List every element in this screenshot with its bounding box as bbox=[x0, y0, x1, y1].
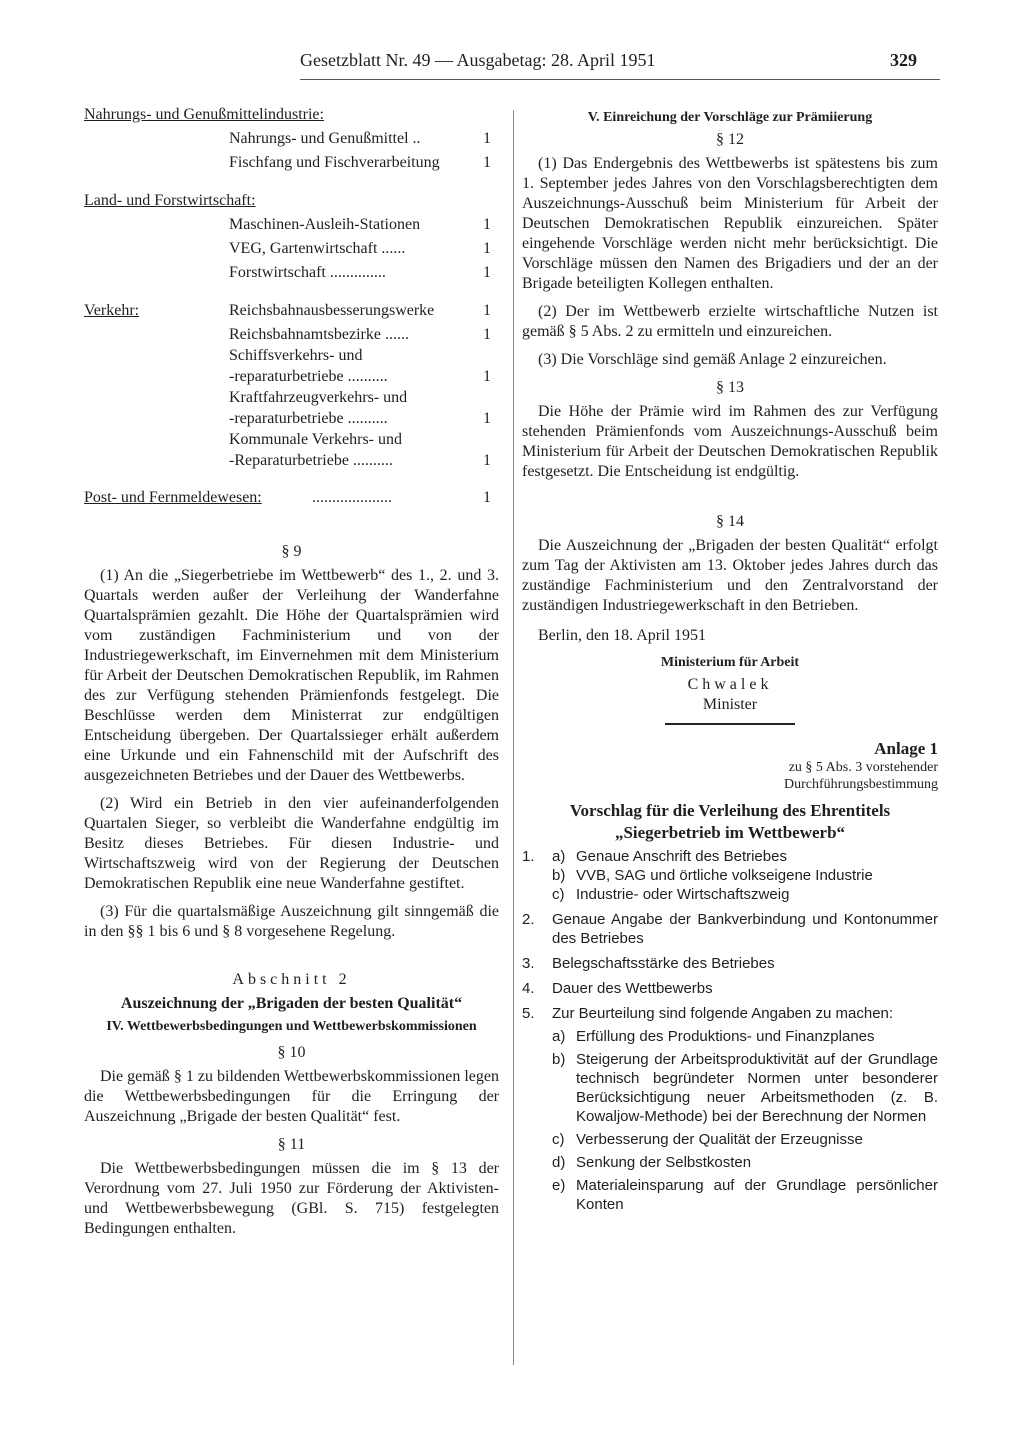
table-item-label: Nahrungs- und Genußmittel .. bbox=[229, 130, 421, 147]
list-text: Dauer des Wettbewerbs bbox=[552, 980, 713, 997]
section-9-paragraph-2: (2) Wird ein Betrieb in den vier aufeinanderfolgenden Quartalen Sieger, so verbleibt die Wanderfahne endgültig im Besitz dieses Betriebes. Für diesen Industrie- und Wirtschaftszweig wird von der Regierung der Deutschen Demokratischen Republik eine neue Wanderfahne gestiftet. bbox=[84, 795, 499, 892]
list-letter: c) bbox=[552, 1131, 565, 1148]
ministry-name: Ministerium für Arbeit bbox=[660, 655, 800, 670]
table-item-value: 1 bbox=[483, 452, 491, 469]
table-category: Verkehr: bbox=[84, 302, 140, 319]
list-letter: b) bbox=[552, 1051, 566, 1068]
table-item-value: 1 bbox=[483, 368, 491, 385]
table-row bbox=[84, 488, 499, 512]
section-iv-title: IV. Wettbewerbsbedingungen und Wettbewerbskommissionen bbox=[106, 1019, 477, 1034]
left-column bbox=[84, 105, 499, 1247]
list-number: 2. bbox=[522, 911, 535, 928]
section-14-paragraph: Die Auszeichnung der „Brigaden der besten Qualität“ erfolgt zum Tag der Aktivisten am 13. Oktober jedes Jahres durch das zuständige Fachministerium und den Zentralvorstand der zuständigen Industriegewerkschaft in den Betrieben. bbox=[522, 537, 938, 614]
list-subitem: Genaue Anschrift des Betriebes bbox=[576, 848, 787, 865]
signature-date: Berlin, den 18. April 1951 bbox=[538, 627, 706, 644]
table-category: Nahrungs- und Genußmittelindustrie: bbox=[84, 106, 324, 123]
section-10-heading: § 10 bbox=[277, 1044, 306, 1061]
list-letter: e) bbox=[552, 1177, 566, 1194]
list-item bbox=[522, 954, 938, 973]
anlage-label: Anlage 1 bbox=[874, 739, 938, 758]
table-item-label: -Reparaturbetriebe .......... bbox=[229, 452, 393, 469]
section-11-paragraph: Die Wettbewerbsbedingungen müssen die im § 13 der Verordnung vom 27. Juli 1950 zur Förderung der Aktivisten- und Wettbewerbsbewegung (GBl. S. 715) festgelegten Bedingungen enthalten. bbox=[84, 1160, 499, 1237]
table-row bbox=[84, 388, 499, 409]
table-row bbox=[84, 346, 499, 367]
table-item-label: Schiffsverkehrs- und bbox=[229, 347, 363, 364]
section-v-title: V. Einreichung der Vorschläge zur Prämiierung bbox=[587, 110, 873, 125]
table-item-value: 1 bbox=[483, 302, 491, 319]
list-item bbox=[522, 979, 938, 998]
table-row bbox=[84, 409, 499, 430]
page-header bbox=[0, 50, 1024, 74]
right-column bbox=[522, 105, 938, 1220]
table-item-value: 1 bbox=[483, 216, 491, 233]
abschnitt-title: Auszeichnung der „Brigaden der besten Qualität“ bbox=[120, 995, 463, 1012]
list-subitem: Materialeinsparung auf der Grundlage persönlicher Konten bbox=[576, 1177, 938, 1213]
header-rule bbox=[300, 79, 940, 80]
list-letter: a) bbox=[552, 848, 566, 865]
signer-name: Chwalek bbox=[687, 676, 773, 693]
list-number: 1. bbox=[522, 848, 535, 865]
column-divider bbox=[513, 110, 514, 1365]
proposal-list bbox=[522, 847, 938, 1214]
table-row bbox=[84, 239, 499, 263]
table-item-value: 1 bbox=[483, 489, 491, 506]
list-item bbox=[522, 847, 938, 904]
list-item bbox=[522, 910, 938, 948]
table-row bbox=[84, 451, 499, 472]
list-number: 4. bbox=[522, 980, 535, 997]
list-text: Zur Beurteilung sind folgende Angaben zu machen: bbox=[552, 1005, 894, 1022]
list-letter: a) bbox=[552, 1028, 566, 1045]
section-11-heading: § 11 bbox=[277, 1136, 306, 1153]
list-subitem: Senkung der Selbstkosten bbox=[576, 1154, 752, 1171]
table-item-label: Fischfang und Fischverarbeitung bbox=[229, 154, 440, 171]
list-subitem: VVB, SAG und örtliche volkseigene Industrie bbox=[576, 867, 873, 884]
list-subitem: Verbesserung der Qualität der Erzeugnisse bbox=[576, 1131, 863, 1148]
list-number: 5. bbox=[522, 1005, 535, 1022]
signer-role: Minister bbox=[702, 696, 758, 713]
proposal-title-line-2: „Siegerbetrieb im Wettbewerb“ bbox=[614, 823, 846, 842]
list-subitem: Erfüllung des Produktions- und Finanzplanes bbox=[576, 1028, 875, 1045]
table-item-label: Maschinen-Ausleih-Stationen bbox=[229, 216, 421, 233]
section-9-paragraph-3: (3) Für die quartalsmäßige Auszeichnung gilt sinngemäß die in den §§ 1 bis 6 und § 8 vorgesehene Regelung. bbox=[84, 903, 499, 940]
table-row bbox=[84, 215, 499, 239]
proposal-title-line-1: Vorschlag für die Verleihung des Ehrentitels bbox=[569, 801, 891, 820]
table-row bbox=[84, 153, 499, 177]
separator-rule bbox=[665, 723, 795, 725]
section-13-heading: § 13 bbox=[716, 379, 744, 396]
anlage-reference-2: Durchführungsbestimmung bbox=[784, 777, 938, 792]
table-item-value: 1 bbox=[483, 326, 491, 343]
table-category: Land- und Forstwirtschaft: bbox=[84, 192, 256, 209]
abschnitt-heading: Abschnitt 2 bbox=[232, 971, 351, 988]
table-item-label: Reichsbahnamtsbezirke ...... bbox=[229, 326, 409, 343]
list-letter: b) bbox=[552, 867, 566, 884]
section-9-paragraph-1: (1) An die „Siegerbetriebe im Wettbewerb“ des 1., 2. und 3. Quartals werden außer der Verleihung der Wanderfahne Quartalsprämien gezahlt. Die Höhe der Quartalsprämien wird vom zuständigen Fachministerium und von der Industriegewerkschaft, im Einvernehmen mit dem Ministerium für Arbeit der Deutschen Demokratischen Republik, im Rahmen des zur Verfügung stehenden Prämienfonds festgelegt. Die Beschlüsse werden dem Ministerrat zur endgültigen Entscheidung übergeben. Der Quartalssieger erhält außerdem eine Urkunde und ein Fahnenschild mit der Aufschrift des ausgezeichneten Betriebes und der Dauer des Wettbewerbs. bbox=[84, 567, 499, 784]
anlage-reference-1: zu § 5 Abs. 3 vorstehender bbox=[788, 760, 938, 775]
section-12-paragraph-1: (1) Das Endergebnis des Wettbewerbs ist spätestens bis zum 1. September jedes Jahres von den Vorschlagsberechtigten dem Auszeichnungs-Ausschuß beim Ministerium für Arbeit der Deutschen Demokratischen Republik einzureichen. Später eingehende Vorschläge werden nicht mehr berücksichtigt. Die Vorschläge müssen den Namen des Brigadiers und der an der Brigade beteiligten Kollegen enthalten. bbox=[522, 155, 938, 292]
table-item-label: -reparaturbetriebe .......... bbox=[229, 368, 388, 385]
table-item-value: 1 bbox=[483, 410, 491, 427]
section-12-heading: § 12 bbox=[716, 131, 744, 148]
table-row bbox=[84, 301, 499, 325]
section-12-paragraph-3: (3) Die Vorschläge sind gemäß Anlage 2 einzureichen. bbox=[538, 351, 887, 368]
page-number: 329 bbox=[890, 50, 917, 70]
distribution-table bbox=[84, 105, 499, 512]
section-13-paragraph: Die Höhe der Prämie wird im Rahmen des zur Verfügung stehenden Prämienfonds vom Auszeichnungs-Ausschuß beim Ministerium für Arbeit der Deutschen Demokratischen Republik festgesetzt. Die Entscheidung ist endgültig. bbox=[522, 403, 938, 480]
list-text: Genaue Angabe der Bankverbindung und Kontonummer des Betriebes bbox=[552, 911, 938, 947]
section-10-paragraph: Die gemäß § 1 zu bildenden Wettbewerbskommissionen legen die Wettbewerbsbedingungen für die Erringung der Auszeichnung „Brigade der besten Qualität“ fest. bbox=[84, 1068, 499, 1125]
table-category: Post- und Fernmeldewesen: bbox=[84, 489, 262, 506]
list-text: Belegschaftsstärke des Betriebes bbox=[552, 955, 775, 972]
table-row bbox=[84, 325, 499, 346]
list-letter: c) bbox=[552, 886, 565, 903]
list-number: 3. bbox=[522, 955, 535, 972]
section-14-heading: § 14 bbox=[716, 513, 744, 530]
table-row bbox=[84, 129, 499, 153]
table-item-label: VEG, Gartenwirtschaft ...... bbox=[229, 240, 406, 257]
list-letter: d) bbox=[552, 1154, 566, 1171]
list-subitem: Industrie- oder Wirtschaftszweig bbox=[576, 886, 790, 903]
table-row bbox=[84, 263, 499, 287]
table-item-value: 1 bbox=[483, 154, 491, 171]
table-item-label: Forstwirtschaft .............. bbox=[229, 264, 386, 281]
table-item-label: Reichsbahnausbesserungswerke bbox=[229, 302, 435, 319]
table-item-label: Kommunale Verkehrs- und bbox=[229, 431, 402, 448]
section-12-paragraph-2: (2) Der im Wettbewerb erzielte wirtschaftliche Nutzen ist gemäß § 5 Abs. 2 zu ermitteln und einzureichen. bbox=[522, 303, 938, 340]
table-row bbox=[84, 430, 499, 451]
table-item-value: 1 bbox=[483, 130, 491, 147]
section-9-heading: § 9 bbox=[281, 543, 302, 560]
header-title: Gesetzblatt Nr. 49 — Ausgabetag: 28. April 1951 bbox=[300, 50, 656, 70]
list-subitem: Steigerung der Arbeitsproduktivität auf der Grundlage technisch begründeter Normen unter besonderer Berücksichtigung neuer Arbeitsmethoden (z. B. Kowaljow-Methode) bei der Berechnung der Normen bbox=[576, 1051, 938, 1125]
table-row bbox=[84, 367, 499, 388]
table-leader-dots: .................... bbox=[312, 489, 392, 506]
table-item-label: Kraftfahrzeugverkehrs- und bbox=[229, 389, 408, 406]
table-item-value: 1 bbox=[483, 240, 491, 257]
table-item-value: 1 bbox=[483, 264, 491, 281]
list-item bbox=[522, 1004, 938, 1214]
table-item-label: -reparaturbetriebe .......... bbox=[229, 410, 388, 427]
